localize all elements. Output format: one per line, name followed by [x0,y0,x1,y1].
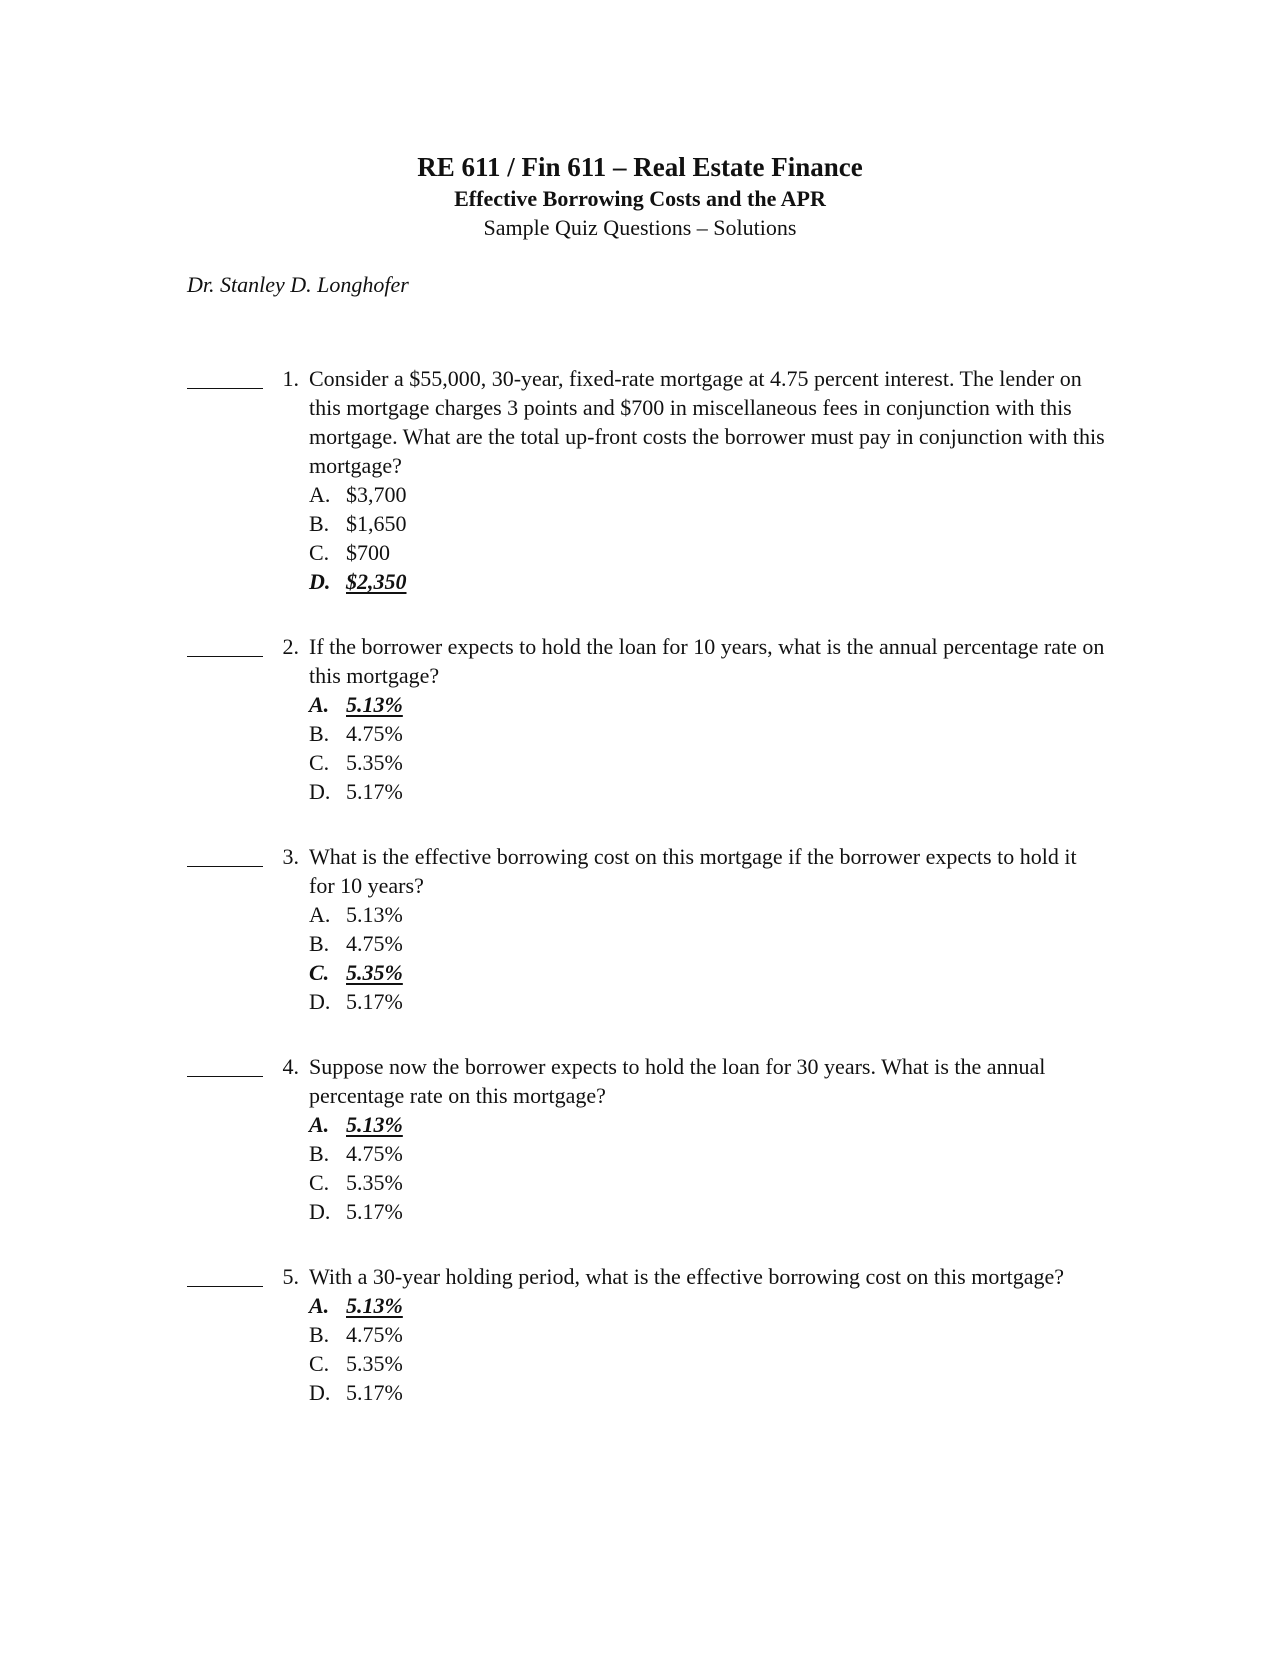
option-value: 5.35% [346,1170,403,1195]
option-letter: D. [309,569,331,594]
option-letter: D. [309,1199,331,1224]
option-letter: B. [309,721,330,746]
answer-blank-line [187,842,263,867]
option-value: 5.17% [346,989,403,1014]
document-subtitle: Effective Borrowing Costs and the APR [454,186,826,211]
answer-option-correct [309,567,1107,596]
answer-blank-line [187,1262,263,1287]
question-text: Consider a $55,000, 30-year, fixed-rate mortgage at 4.75 percent interest. The lender on this mortgage charges 3 points and $700 in miscellaneous fees in conjunction with this mortgage. What are the total up-front costs the borrower must pay in conjunction with this mortgage? [309,366,1105,478]
option-value: 5.35% [346,750,403,775]
option-value: 5.35% [346,960,403,985]
option-letter: C. [309,1351,330,1376]
option-letter: B. [309,511,330,536]
answer-option-correct [309,1291,1107,1320]
option-value: 5.35% [346,1351,403,1376]
answer-option [309,1197,1107,1226]
question-list [187,364,1107,1443]
question-number: 2. [282,634,299,659]
option-letter: A. [309,692,330,717]
option-value: 5.13% [346,902,403,927]
option-value: $2,350 [346,569,407,594]
option-letter: B. [309,1322,330,1347]
answer-option [309,929,1107,958]
answer-option [309,748,1107,777]
question-item [187,1262,1107,1407]
question-number: 1. [282,366,299,391]
answer-option [309,1349,1107,1378]
option-letter: A. [309,1293,330,1318]
option-letter: C. [309,1170,330,1195]
option-value: 4.75% [346,1141,403,1166]
answer-option [309,1378,1107,1407]
option-letter: B. [309,931,330,956]
answer-option [309,777,1107,806]
answer-options [309,900,1107,1016]
option-value: $700 [346,540,390,565]
question-text: With a 30-year holding period, what is the effective borrowing cost on this mortgage? [309,1264,1065,1289]
question-body [309,1052,1107,1226]
question-item [187,1052,1107,1226]
option-value: 5.13% [346,1293,403,1318]
document-title: RE 611 / Fin 611 – Real Estate Finance [417,152,863,182]
document-header [0,150,1280,242]
option-value: 4.75% [346,721,403,746]
option-value: 5.17% [346,1380,403,1405]
author-name: Dr. Stanley D. Longhofer [187,272,409,297]
answer-option [309,480,1107,509]
option-value: 5.13% [346,692,403,717]
answer-option [309,538,1107,567]
answer-options [309,1110,1107,1226]
option-value: 5.13% [346,1112,403,1137]
option-value: $1,650 [346,511,407,536]
question-body [309,364,1107,596]
question-item [187,632,1107,806]
answer-option [309,1320,1107,1349]
answer-options [309,480,1107,596]
answer-option-correct [309,690,1107,719]
answer-blank-line [187,364,263,389]
option-letter: A. [309,1112,330,1137]
option-value: 5.17% [346,1199,403,1224]
answer-blank-line [187,1052,263,1077]
question-number: 3. [282,844,299,869]
option-letter: A. [309,482,331,507]
option-letter: C. [309,540,330,565]
option-letter: D. [309,1380,331,1405]
answer-option-correct [309,958,1107,987]
question-text: Suppose now the borrower expects to hold the loan for 30 years. What is the annual percentage rate on this mortgage? [309,1054,1046,1108]
option-value: $3,700 [346,482,407,507]
option-value: 5.17% [346,779,403,804]
question-body [309,1262,1107,1407]
question-number: 4. [282,1054,299,1079]
answer-option [309,900,1107,929]
answer-blank-line [187,632,263,657]
answer-option-correct [309,1110,1107,1139]
question-item [187,364,1107,596]
option-letter: C. [309,750,330,775]
option-value: 4.75% [346,1322,403,1347]
option-letter: C. [309,960,330,985]
option-letter: A. [309,902,331,927]
answer-options [309,1291,1107,1407]
question-body [309,842,1107,1016]
question-text: What is the effective borrowing cost on this mortgage if the borrower expects to hold it for 10 years? [309,844,1077,898]
option-letter: B. [309,1141,330,1166]
question-number: 5. [282,1264,299,1289]
answer-option [309,719,1107,748]
document-subsubtitle: Sample Quiz Questions – Solutions [483,215,797,240]
question-body [309,632,1107,806]
option-value: 4.75% [346,931,403,956]
answer-option [309,509,1107,538]
answer-options [309,690,1107,806]
answer-option [309,1139,1107,1168]
answer-option [309,1168,1107,1197]
question-text: If the borrower expects to hold the loan for 10 years, what is the annual percentage rate on this mortgage? [309,634,1105,688]
answer-option [309,987,1107,1016]
option-letter: D. [309,989,331,1014]
option-letter: D. [309,779,331,804]
question-item [187,842,1107,1016]
